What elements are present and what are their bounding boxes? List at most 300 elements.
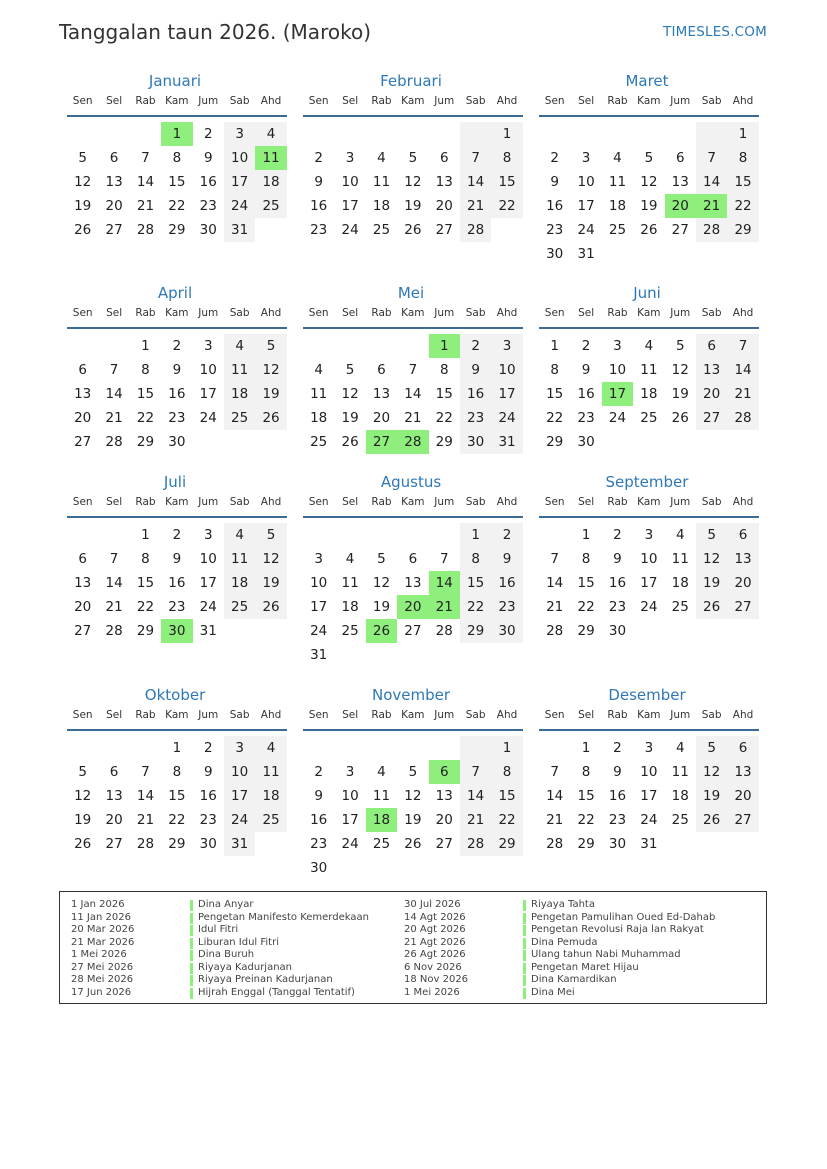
week-row xyxy=(67,170,287,194)
empty-day-cell xyxy=(255,832,286,856)
empty-day-cell xyxy=(255,218,286,242)
day-cell: 19 xyxy=(404,812,422,828)
day-cell: 25 xyxy=(640,410,658,426)
day-cell: 16 xyxy=(168,575,186,591)
day-cell: 3 xyxy=(224,736,255,760)
legend-holiday-name: Dina Pemuda xyxy=(531,936,598,948)
holiday-color-marker xyxy=(190,950,193,961)
empty-day-cell xyxy=(397,856,428,880)
holiday-color-marker xyxy=(190,900,193,911)
weekday-label: Sab xyxy=(465,95,486,107)
day-cell: 4 xyxy=(314,362,323,378)
empty-day-cell xyxy=(633,242,664,266)
day-cell: 25 xyxy=(310,434,328,450)
month-title: Juli xyxy=(163,473,187,491)
empty-day-cell xyxy=(130,122,161,146)
weekday-label: Ahd xyxy=(496,709,518,721)
holiday-color-marker xyxy=(523,938,526,949)
month-title: November xyxy=(371,686,451,704)
day-cell: 27 xyxy=(105,222,123,238)
week-row xyxy=(303,619,523,643)
weekday-label: Ahd xyxy=(260,307,282,319)
day-cell: 7 xyxy=(696,146,727,170)
day-cell: 16 xyxy=(608,788,627,804)
day-cell: 26 xyxy=(404,222,422,238)
week-row xyxy=(303,784,523,808)
day-cell: 21 xyxy=(136,812,155,828)
day-cell: 19 xyxy=(255,382,286,406)
day-cell: 17 xyxy=(341,198,359,214)
header-rule xyxy=(67,729,287,731)
day-cell: 10 xyxy=(199,551,217,567)
empty-day-cell xyxy=(334,736,365,760)
day-cell: 11 xyxy=(640,362,658,378)
day-cell: 26 xyxy=(671,410,689,426)
weekday-label: Kam xyxy=(637,95,661,107)
weekday-label: Ahd xyxy=(496,307,518,319)
day-cell: 1 xyxy=(491,122,522,146)
day-cell: 2 xyxy=(203,126,213,142)
legend-item xyxy=(404,899,715,912)
day-grid xyxy=(303,122,523,242)
day-cell: 4 xyxy=(224,334,255,358)
day-cell: 8 xyxy=(581,551,591,567)
empty-day-cell xyxy=(334,334,365,358)
weekday-label: Ahd xyxy=(260,95,282,107)
day-cell: 6 xyxy=(78,551,87,567)
weekday-label: Jum xyxy=(198,496,219,508)
day-cell: 23 xyxy=(168,410,186,426)
empty-day-cell xyxy=(193,430,224,454)
day-grid xyxy=(67,122,287,242)
week-row xyxy=(67,218,287,242)
day-cell: 7 xyxy=(550,764,559,780)
day-cell: 12 xyxy=(341,386,359,402)
day-cell: 26 xyxy=(74,836,92,852)
empty-day-cell xyxy=(602,430,633,454)
day-cell: 30 xyxy=(608,623,627,639)
weekday-label: Rab xyxy=(607,95,628,107)
day-cell: 28 xyxy=(397,430,428,454)
day-cell: 18 xyxy=(310,410,328,426)
weekday-label: Sel xyxy=(578,709,595,721)
day-cell: 17 xyxy=(199,575,217,591)
day-cell: 23 xyxy=(168,599,186,615)
day-cell: 20 xyxy=(696,382,727,406)
day-cell: 20 xyxy=(74,599,92,615)
day-cell: 2 xyxy=(460,334,491,358)
day-cell: 18 xyxy=(255,784,286,808)
empty-day-cell xyxy=(334,523,365,547)
day-cell: 15 xyxy=(435,386,453,402)
week-row xyxy=(67,736,287,760)
empty-day-cell xyxy=(67,736,98,760)
day-cell: 9 xyxy=(314,174,323,190)
day-cell: 27 xyxy=(435,222,453,238)
weekday-header xyxy=(67,709,287,725)
day-cell: 21 xyxy=(460,194,491,218)
day-cell: 29 xyxy=(577,836,595,852)
day-cell: 20 xyxy=(665,194,696,218)
empty-day-cell xyxy=(665,430,696,454)
day-cell: 21 xyxy=(136,198,155,214)
empty-day-cell xyxy=(429,736,460,760)
day-grid xyxy=(303,334,523,454)
day-cell: 21 xyxy=(404,410,422,426)
day-cell: 7 xyxy=(550,551,559,567)
weekday-label: Sab xyxy=(229,95,250,107)
holiday-color-marker xyxy=(190,988,193,999)
day-cell: 10 xyxy=(310,575,328,591)
legend-holiday-name: Riyaya Kadurjanan xyxy=(198,961,293,973)
empty-day-cell xyxy=(130,736,161,760)
day-cell: 3 xyxy=(203,338,213,354)
day-cell: 17 xyxy=(577,198,595,214)
week-row xyxy=(303,547,523,571)
day-cell: 10 xyxy=(577,174,595,190)
header-rule xyxy=(539,516,759,518)
day-cell: 16 xyxy=(491,571,522,595)
day-cell: 1 xyxy=(172,740,182,756)
day-cell: 23 xyxy=(546,222,564,238)
day-cell: 29 xyxy=(136,434,155,450)
weekday-label: Sab xyxy=(229,709,250,721)
week-row xyxy=(539,194,759,218)
legend-date: 11 Jan 2026 xyxy=(71,911,131,923)
day-cell: 26 xyxy=(255,406,286,430)
day-cell: 13 xyxy=(105,788,123,804)
holiday-color-marker xyxy=(523,925,526,936)
day-cell: 21 xyxy=(546,812,564,828)
day-cell: 19 xyxy=(341,410,359,426)
day-cell: 4 xyxy=(255,736,286,760)
day-cell: 5 xyxy=(255,523,286,547)
day-cell: 24 xyxy=(608,410,627,426)
day-cell: 10 xyxy=(199,362,217,378)
day-cell: 18 xyxy=(608,198,627,214)
day-cell: 28 xyxy=(546,623,564,639)
day-cell: 29 xyxy=(168,222,186,238)
day-cell: 24 xyxy=(577,222,595,238)
day-cell: 13 xyxy=(404,575,422,591)
weekday-label: Ahd xyxy=(732,496,754,508)
header-rule xyxy=(303,729,523,731)
legend-date: 18 Nov 2026 xyxy=(404,974,469,985)
legend-holiday-name: Riyaya Preinan Kadurjanan xyxy=(198,974,333,985)
week-row xyxy=(539,242,759,266)
day-cell: 16 xyxy=(199,788,217,804)
day-cell: 20 xyxy=(372,410,391,426)
legend-date: 6 Nov 2026 xyxy=(404,961,462,973)
legend-column-right xyxy=(404,899,715,999)
day-cell: 17 xyxy=(640,788,658,804)
legend-holiday-name: Hijrah Enggal (Tanggal Tentatif) xyxy=(198,986,355,998)
day-cell: 4 xyxy=(255,122,286,146)
legend-holiday-name: Idul Fitri xyxy=(198,924,239,935)
day-cell: 10 xyxy=(608,362,627,378)
empty-day-cell xyxy=(397,122,428,146)
week-row xyxy=(67,808,287,832)
week-row xyxy=(67,595,287,619)
legend-item xyxy=(404,949,715,962)
day-cell: 1 xyxy=(581,740,591,756)
day-cell: 9 xyxy=(460,358,491,382)
weekday-header xyxy=(539,307,759,323)
day-cell: 28 xyxy=(727,406,758,430)
day-grid xyxy=(303,736,523,880)
day-cell: 28 xyxy=(435,623,453,639)
weekday-label: Sen xyxy=(544,95,565,107)
brand-link[interactable]: TIMESLES.COM xyxy=(663,24,767,40)
day-cell: 26 xyxy=(341,434,359,450)
week-row xyxy=(303,358,523,382)
day-cell: 14 xyxy=(546,788,564,804)
day-cell: 17 xyxy=(341,812,359,828)
day-cell: 31 xyxy=(224,218,255,242)
weekday-header xyxy=(303,709,523,725)
month-title: September xyxy=(605,473,689,491)
day-cell: 27 xyxy=(696,406,727,430)
week-row xyxy=(303,760,523,784)
empty-day-cell xyxy=(303,736,334,760)
legend-date: 14 Agt 2026 xyxy=(404,911,466,923)
legend-date: 30 Jul 2026 xyxy=(404,899,461,910)
day-cell: 12 xyxy=(640,174,658,190)
empty-day-cell xyxy=(665,242,696,266)
day-cell: 11 xyxy=(310,386,328,402)
day-cell: 3 xyxy=(314,551,323,567)
legend-item xyxy=(404,912,715,925)
day-cell: 4 xyxy=(675,527,685,543)
legend-date: 1 Jan 2026 xyxy=(71,899,125,910)
empty-day-cell xyxy=(460,643,491,667)
day-cell: 14 xyxy=(136,174,155,190)
weekday-label: Kam xyxy=(401,709,425,721)
day-cell: 2 xyxy=(581,338,591,354)
header-rule xyxy=(303,516,523,518)
weekday-label: Ahd xyxy=(260,496,282,508)
legend-date: 20 Mar 2026 xyxy=(71,924,135,935)
month-november xyxy=(303,684,523,880)
day-cell: 8 xyxy=(460,547,491,571)
empty-day-cell xyxy=(366,643,397,667)
day-cell: 29 xyxy=(727,218,758,242)
day-cell: 12 xyxy=(372,575,391,591)
empty-day-cell xyxy=(570,122,601,146)
day-cell: 21 xyxy=(460,808,491,832)
weekday-label: Sel xyxy=(342,307,359,319)
week-row xyxy=(539,736,759,760)
empty-day-cell xyxy=(633,619,664,643)
day-cell: 7 xyxy=(460,146,491,170)
day-cell: 22 xyxy=(727,194,758,218)
day-cell: 2 xyxy=(172,527,182,543)
weekday-label: Sel xyxy=(342,496,359,508)
day-cell: 19 xyxy=(696,571,727,595)
weekday-label: Sab xyxy=(229,307,250,319)
day-cell: 15 xyxy=(577,788,595,804)
empty-day-cell xyxy=(67,122,98,146)
day-cell: 9 xyxy=(581,362,591,378)
day-cell: 8 xyxy=(581,764,591,780)
day-cell: 14 xyxy=(696,170,727,194)
day-cell: 19 xyxy=(372,599,391,615)
weekday-label: Sab xyxy=(701,496,722,508)
day-cell: 1 xyxy=(141,527,150,543)
day-cell: 20 xyxy=(435,198,453,214)
day-cell: 12 xyxy=(404,788,422,804)
weekday-label: Kam xyxy=(401,496,425,508)
day-grid xyxy=(67,334,287,454)
day-cell: 21 xyxy=(429,595,460,619)
day-cell: 22 xyxy=(136,410,155,426)
empty-day-cell xyxy=(366,856,397,880)
day-cell: 1 xyxy=(491,736,522,760)
empty-day-cell xyxy=(727,242,758,266)
weekday-label: Kam xyxy=(637,496,661,508)
week-row xyxy=(303,170,523,194)
day-cell: 24 xyxy=(341,222,359,238)
day-cell: 3 xyxy=(345,764,355,780)
day-cell: 9 xyxy=(203,150,213,166)
week-row xyxy=(539,571,759,595)
day-cell: 19 xyxy=(255,571,286,595)
day-cell: 12 xyxy=(696,760,727,784)
day-cell: 12 xyxy=(74,788,92,804)
empty-day-cell xyxy=(727,430,758,454)
day-cell: 22 xyxy=(136,599,155,615)
day-cell: 16 xyxy=(199,174,217,190)
weekday-label: Sel xyxy=(106,496,123,508)
empty-day-cell xyxy=(602,122,633,146)
weekday-label: Sab xyxy=(465,496,486,508)
day-cell: 25 xyxy=(671,599,689,615)
empty-day-cell xyxy=(98,736,129,760)
day-cell: 8 xyxy=(491,146,522,170)
day-cell: 10 xyxy=(491,358,522,382)
weekday-label: Sen xyxy=(72,95,93,107)
day-cell: 24 xyxy=(640,599,658,615)
day-cell: 8 xyxy=(141,551,150,567)
week-row xyxy=(303,146,523,170)
day-cell: 14 xyxy=(546,575,564,591)
legend-date: 21 Agt 2026 xyxy=(404,936,466,948)
week-row xyxy=(539,170,759,194)
day-cell: 26 xyxy=(640,222,658,238)
day-cell: 19 xyxy=(696,784,727,808)
day-cell: 13 xyxy=(727,760,758,784)
empty-day-cell xyxy=(633,430,664,454)
day-cell: 23 xyxy=(310,222,328,238)
week-row xyxy=(303,382,523,406)
day-cell: 25 xyxy=(255,194,286,218)
holiday-color-marker xyxy=(190,975,193,986)
weekday-label: Kam xyxy=(401,307,425,319)
legend-holiday-name: Dina Anyar xyxy=(198,899,254,910)
day-cell: 28 xyxy=(696,218,727,242)
day-cell: 30 xyxy=(577,434,595,450)
month-title: Maret xyxy=(625,72,669,90)
weekday-header xyxy=(303,95,523,111)
day-cell: 2 xyxy=(203,740,213,756)
week-row xyxy=(539,146,759,170)
week-row xyxy=(539,595,759,619)
empty-day-cell xyxy=(539,122,570,146)
day-cell: 6 xyxy=(109,150,119,166)
day-cell: 29 xyxy=(136,623,155,639)
empty-day-cell xyxy=(366,523,397,547)
header-rule xyxy=(67,115,287,117)
legend-item xyxy=(71,937,369,950)
day-cell: 28 xyxy=(105,434,123,450)
day-cell: 2 xyxy=(613,740,622,756)
day-cell: 8 xyxy=(550,362,559,378)
empty-day-cell xyxy=(665,122,696,146)
week-row xyxy=(303,406,523,430)
day-cell: 25 xyxy=(671,812,689,828)
day-cell: 4 xyxy=(224,523,255,547)
day-cell: 8 xyxy=(439,362,449,378)
weekday-label: Rab xyxy=(135,709,156,721)
holiday-color-marker xyxy=(523,963,526,974)
month-title: Agustus xyxy=(380,473,442,491)
day-cell: 14 xyxy=(105,575,123,591)
day-cell: 21 xyxy=(696,194,727,218)
day-cell: 5 xyxy=(696,523,727,547)
day-cell: 27 xyxy=(435,836,453,852)
month-title: Januari xyxy=(148,72,202,90)
day-cell: 13 xyxy=(727,547,758,571)
day-cell: 18 xyxy=(224,382,255,406)
day-cell: 9 xyxy=(172,362,182,378)
day-cell: 25 xyxy=(608,222,627,238)
day-grid xyxy=(539,736,759,856)
empty-day-cell xyxy=(539,523,570,547)
empty-day-cell xyxy=(602,242,633,266)
day-cell: 26 xyxy=(696,808,727,832)
legend-item xyxy=(71,924,369,937)
empty-day-cell xyxy=(727,619,758,643)
day-cell: 7 xyxy=(109,362,119,378)
holiday-color-marker xyxy=(190,963,193,974)
week-row xyxy=(67,146,287,170)
day-cell: 31 xyxy=(199,623,217,639)
week-row xyxy=(67,571,287,595)
month-april xyxy=(67,282,287,454)
weekday-label: Jum xyxy=(198,307,219,319)
day-cell: 30 xyxy=(310,860,328,876)
weekday-label: Ahd xyxy=(732,709,754,721)
day-cell: 21 xyxy=(105,410,123,426)
day-cell: 18 xyxy=(366,808,397,832)
holiday-color-marker xyxy=(523,900,526,911)
weekday-label: Sab xyxy=(465,307,486,319)
day-cell: 31 xyxy=(640,836,658,852)
legend-holiday-name: Dina Mei xyxy=(531,986,575,998)
empty-day-cell xyxy=(397,523,428,547)
day-grid xyxy=(67,736,287,856)
weekday-label: Rab xyxy=(607,307,628,319)
day-cell: 15 xyxy=(168,174,186,190)
legend-holiday-name: Riyaya Tahta xyxy=(531,899,595,910)
weekday-header xyxy=(539,709,759,725)
day-cell: 7 xyxy=(439,551,449,567)
weekday-label: Rab xyxy=(371,496,392,508)
day-cell: 13 xyxy=(435,174,453,190)
day-cell: 4 xyxy=(377,764,386,780)
day-cell: 2 xyxy=(550,150,559,166)
empty-day-cell xyxy=(491,643,522,667)
